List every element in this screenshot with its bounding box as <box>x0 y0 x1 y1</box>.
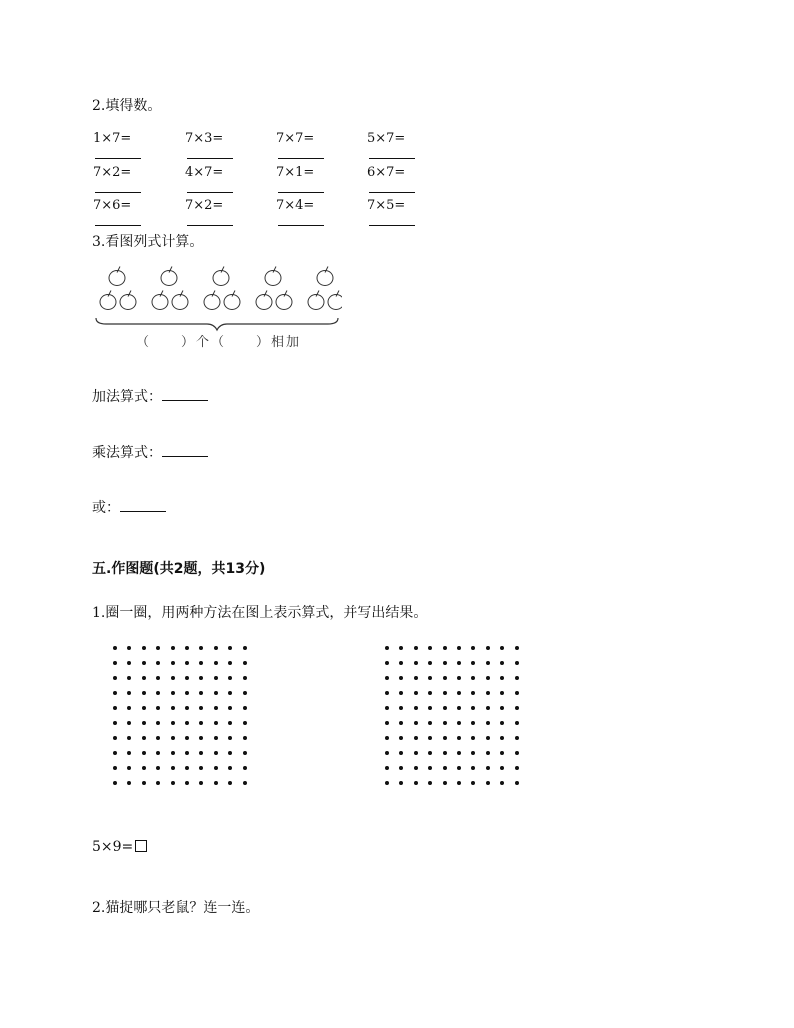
grid-dot <box>199 706 203 710</box>
grid-dot <box>443 691 447 695</box>
grid-dot <box>457 751 461 755</box>
grid-dot <box>457 676 461 680</box>
grid-dot <box>142 721 146 725</box>
grid-dot <box>500 646 504 650</box>
grid-dot <box>142 751 146 755</box>
grid-dot <box>500 691 504 695</box>
apple-icon <box>152 291 168 310</box>
grid-dot <box>399 706 403 710</box>
grid-dot <box>156 751 160 755</box>
grid-dot <box>142 766 146 770</box>
grid-dot <box>471 766 475 770</box>
grid-dot <box>399 751 403 755</box>
grid-dot <box>471 781 475 785</box>
grid-dot <box>443 766 447 770</box>
equation-item <box>276 131 324 163</box>
equation-text: 7×1= <box>276 165 315 180</box>
grid-dot <box>156 661 160 665</box>
grid-dot <box>199 676 203 680</box>
grid-dot <box>243 676 247 680</box>
grid-dot <box>214 646 218 650</box>
grid-dot <box>414 691 418 695</box>
answer-box[interactable] <box>135 840 147 852</box>
grid-dot <box>142 661 146 665</box>
equation-text: 7×2= <box>93 165 132 180</box>
grid-dot <box>428 721 432 725</box>
equation-text: 6×7= <box>367 165 406 180</box>
grid-dot <box>471 661 475 665</box>
grid-dot <box>243 721 247 725</box>
equation-text: 7×5= <box>367 198 406 213</box>
grid-dot <box>399 736 403 740</box>
dot-grid-left[interactable] <box>113 646 249 788</box>
grid-dot <box>457 781 461 785</box>
equation-item <box>276 165 324 197</box>
grid-dot <box>486 706 490 710</box>
grid-dot <box>500 706 504 710</box>
grid-dot <box>199 781 203 785</box>
equation-item <box>93 131 141 163</box>
grid-dot <box>486 721 490 725</box>
grid-dot <box>127 781 131 785</box>
apple-icon <box>172 291 188 310</box>
grid-dot <box>443 736 447 740</box>
grid-dot <box>414 766 418 770</box>
grid-dot <box>486 781 490 785</box>
q5-1-equation <box>92 839 147 855</box>
grid-dot <box>185 706 189 710</box>
grid-dot <box>243 781 247 785</box>
equation-text: 5×7= <box>367 131 406 146</box>
grid-dot <box>113 646 117 650</box>
grid-dot <box>457 661 461 665</box>
grid-dot <box>185 691 189 695</box>
grid-dot <box>214 751 218 755</box>
grid-dot <box>399 721 403 725</box>
grid-dot <box>185 661 189 665</box>
apple-icon <box>213 267 229 286</box>
grid-dot <box>515 766 519 770</box>
answer-blank[interactable] <box>95 146 141 159</box>
grid-dot <box>243 736 247 740</box>
grid-dot <box>471 721 475 725</box>
answer-blank[interactable] <box>95 213 141 226</box>
equation-item <box>276 198 324 230</box>
grid-dot <box>500 781 504 785</box>
equation-text: 7×2= <box>185 198 224 213</box>
grid-dot <box>171 676 175 680</box>
grid-dot <box>428 646 432 650</box>
grid-dot <box>243 646 247 650</box>
equation-item <box>93 165 141 197</box>
grid-dot <box>486 751 490 755</box>
grid-dot <box>428 736 432 740</box>
apple-icon <box>120 291 136 310</box>
answer-blank[interactable] <box>95 180 141 193</box>
grid-dot <box>142 736 146 740</box>
addition-formula <box>92 386 208 406</box>
grid-dot <box>171 706 175 710</box>
grid-dot <box>142 781 146 785</box>
grid-dot <box>414 661 418 665</box>
grid-dot <box>243 706 247 710</box>
grid-dot <box>385 736 389 740</box>
grid-dot <box>199 721 203 725</box>
grid-dot <box>399 646 403 650</box>
grid-dot <box>228 736 232 740</box>
grid-dot <box>385 781 389 785</box>
grid-dot <box>414 736 418 740</box>
grid-dot <box>486 736 490 740</box>
apple-icon <box>308 291 324 310</box>
grid-dot <box>399 781 403 785</box>
answer-blank[interactable] <box>187 213 233 226</box>
apple-icon <box>265 267 281 286</box>
grid-dot <box>113 706 117 710</box>
equation-text: 7×7= <box>276 131 315 146</box>
grid-dot <box>399 661 403 665</box>
grid-dot <box>156 676 160 680</box>
grid-dot <box>113 736 117 740</box>
grid-dot <box>486 661 490 665</box>
grid-dot <box>185 646 189 650</box>
grid-dot <box>113 766 117 770</box>
grid-dot <box>243 751 247 755</box>
grid-dot <box>385 766 389 770</box>
grid-dot <box>385 661 389 665</box>
grid-dot <box>156 766 160 770</box>
or-formula <box>92 497 166 517</box>
grid-dot <box>228 646 232 650</box>
multiplication-formula <box>92 442 208 462</box>
grid-dot <box>142 691 146 695</box>
grid-dot <box>228 766 232 770</box>
grid-dot <box>243 691 247 695</box>
grid-dot <box>443 676 447 680</box>
equation-text: 7×4= <box>276 198 315 213</box>
grid-dot <box>156 706 160 710</box>
grid-dot <box>471 751 475 755</box>
equation-item <box>185 131 233 163</box>
grid-dot <box>500 721 504 725</box>
answer-blank[interactable] <box>187 180 233 193</box>
multiplication-blank[interactable] <box>162 444 208 457</box>
apple-icon <box>224 291 240 310</box>
equation-item <box>185 198 233 230</box>
q5-1-title: 1.圈一圈，用两种方法在图上表示算式，并写出结果。 <box>92 605 428 621</box>
grid-dot <box>428 691 432 695</box>
grid-dot <box>399 691 403 695</box>
grid-dot <box>428 766 432 770</box>
grid-dot <box>443 721 447 725</box>
grid-dot <box>228 721 232 725</box>
grid-dot <box>142 646 146 650</box>
answer-blank[interactable] <box>369 146 415 159</box>
answer-blank[interactable] <box>369 213 415 226</box>
grid-dot <box>500 676 504 680</box>
grid-dot <box>199 751 203 755</box>
grid-dot <box>199 661 203 665</box>
grid-dot <box>171 751 175 755</box>
grid-dot <box>171 661 175 665</box>
grid-dot <box>214 721 218 725</box>
grid-dot <box>471 736 475 740</box>
equation-text: 7×6= <box>93 198 132 213</box>
equation-item <box>367 198 415 230</box>
grid-dot <box>443 781 447 785</box>
grid-dot <box>156 736 160 740</box>
answer-blank[interactable] <box>369 180 415 193</box>
apple-icon <box>328 291 342 310</box>
grid-dot <box>515 646 519 650</box>
grid-dot <box>199 646 203 650</box>
apple-icon <box>276 291 292 310</box>
grid-dot <box>127 691 131 695</box>
grid-dot <box>471 691 475 695</box>
grid-dot <box>171 781 175 785</box>
grid-dot <box>127 751 131 755</box>
grid-dot <box>185 781 189 785</box>
grid-dot <box>399 676 403 680</box>
equation-item <box>367 165 415 197</box>
grid-dot <box>457 766 461 770</box>
equation-text: 1×7= <box>93 131 132 146</box>
grid-dot <box>185 721 189 725</box>
apple-icon <box>317 267 333 286</box>
grid-dot <box>142 676 146 680</box>
grid-dot <box>385 691 389 695</box>
grid-dot <box>113 691 117 695</box>
grid-dot <box>486 691 490 695</box>
grid-dot <box>127 661 131 665</box>
grid-dot <box>127 676 131 680</box>
grid-dot <box>156 781 160 785</box>
q3-title: 3.看图列式计算。 <box>92 234 204 250</box>
grid-dot <box>414 646 418 650</box>
grid-dot <box>171 736 175 740</box>
grid-dot <box>471 676 475 680</box>
grid-dot <box>486 646 490 650</box>
grid-dot <box>443 751 447 755</box>
grid-dot <box>457 721 461 725</box>
grid-dot <box>428 781 432 785</box>
grid-dot <box>171 721 175 725</box>
grid-dot <box>414 751 418 755</box>
grid-dot <box>214 766 218 770</box>
equation-item <box>93 198 141 230</box>
addition-blank[interactable] <box>162 388 208 401</box>
grid-dot <box>500 736 504 740</box>
grid-dot <box>185 766 189 770</box>
grid-dot <box>515 691 519 695</box>
grid-dot <box>443 646 447 650</box>
grid-dot <box>414 781 418 785</box>
answer-blank[interactable] <box>278 180 324 193</box>
grid-dot <box>457 736 461 740</box>
multiplication-label: 乘法算式： <box>92 445 162 461</box>
grid-dot <box>515 736 519 740</box>
grid-dot <box>228 661 232 665</box>
grid-dot <box>515 706 519 710</box>
grid-dot <box>127 766 131 770</box>
grid-dot <box>171 766 175 770</box>
grid-dot <box>113 751 117 755</box>
grid-dot <box>185 676 189 680</box>
grid-dot <box>113 781 117 785</box>
grid-dot <box>214 676 218 680</box>
grid-dot <box>214 691 218 695</box>
grid-dot <box>156 646 160 650</box>
grid-dot <box>113 661 117 665</box>
grid-dot <box>243 661 247 665</box>
grid-dot <box>214 781 218 785</box>
grid-dot <box>500 766 504 770</box>
q5-2-title: 2.猫捉哪只老鼠？连一连。 <box>92 900 260 916</box>
grid-dot <box>127 706 131 710</box>
grid-dot <box>228 751 232 755</box>
grid-dot <box>156 691 160 695</box>
grid-dot <box>385 706 389 710</box>
grid-dot <box>214 736 218 740</box>
apple-icon <box>161 267 177 286</box>
grid-dot <box>113 676 117 680</box>
grid-dot <box>127 736 131 740</box>
grid-dot <box>127 721 131 725</box>
grid-dot <box>500 661 504 665</box>
grid-dot <box>228 691 232 695</box>
grid-dot <box>471 646 475 650</box>
grid-dot <box>228 676 232 680</box>
answer-blank[interactable] <box>187 146 233 159</box>
grid-dot <box>113 721 117 725</box>
grid-dot <box>214 706 218 710</box>
grid-dot <box>228 781 232 785</box>
apple-icon <box>204 291 220 310</box>
grid-dot <box>457 706 461 710</box>
dot-grid-right[interactable] <box>385 646 521 788</box>
grid-dot <box>199 691 203 695</box>
apple-caption: （ ）个（ ）相加 <box>136 335 302 350</box>
grid-dot <box>500 751 504 755</box>
grid-dot <box>457 691 461 695</box>
grid-dot <box>243 766 247 770</box>
grid-dot <box>486 766 490 770</box>
addition-label: 加法算式： <box>92 389 162 405</box>
answer-blank[interactable] <box>278 213 324 226</box>
grid-dot <box>156 721 160 725</box>
or-label: 或： <box>92 500 120 516</box>
grid-dot <box>486 676 490 680</box>
grid-dot <box>428 676 432 680</box>
grid-dot <box>515 661 519 665</box>
grid-dot <box>385 646 389 650</box>
grid-dot <box>142 706 146 710</box>
grid-dot <box>428 706 432 710</box>
grid-dot <box>414 721 418 725</box>
section5-title: 五.作图题(共2题，共13分) <box>92 561 266 577</box>
grid-dot <box>199 736 203 740</box>
equation-item <box>185 165 233 197</box>
apple-figure <box>92 262 342 354</box>
grid-dot <box>471 706 475 710</box>
grid-dot <box>171 646 175 650</box>
grid-dot <box>515 676 519 680</box>
grid-dot <box>457 646 461 650</box>
grid-dot <box>199 766 203 770</box>
apple-icon <box>109 267 125 286</box>
grid-dot <box>515 751 519 755</box>
equation-text: 5×9= <box>92 839 134 855</box>
grid-dot <box>171 691 175 695</box>
grid-dot <box>385 751 389 755</box>
grid-dot <box>515 721 519 725</box>
grid-dot <box>399 766 403 770</box>
grid-dot <box>185 751 189 755</box>
equation-text: 4×7= <box>185 165 224 180</box>
or-blank[interactable] <box>120 499 166 512</box>
grid-dot <box>214 661 218 665</box>
grid-dot <box>228 706 232 710</box>
brace-icon <box>96 318 338 330</box>
answer-blank[interactable] <box>278 146 324 159</box>
grid-dot <box>443 661 447 665</box>
grid-dot <box>414 676 418 680</box>
grid-dot <box>385 676 389 680</box>
grid-dot <box>515 781 519 785</box>
grid-dot <box>414 706 418 710</box>
grid-dot <box>127 646 131 650</box>
equation-item <box>367 131 415 163</box>
q2-title: 2.填得数。 <box>92 98 162 114</box>
grid-dot <box>428 661 432 665</box>
apple-icon <box>100 291 116 310</box>
grid-dot <box>443 706 447 710</box>
equation-text: 7×3= <box>185 131 224 146</box>
grid-dot <box>385 721 389 725</box>
apple-icon <box>256 291 272 310</box>
grid-dot <box>428 751 432 755</box>
grid-dot <box>185 736 189 740</box>
